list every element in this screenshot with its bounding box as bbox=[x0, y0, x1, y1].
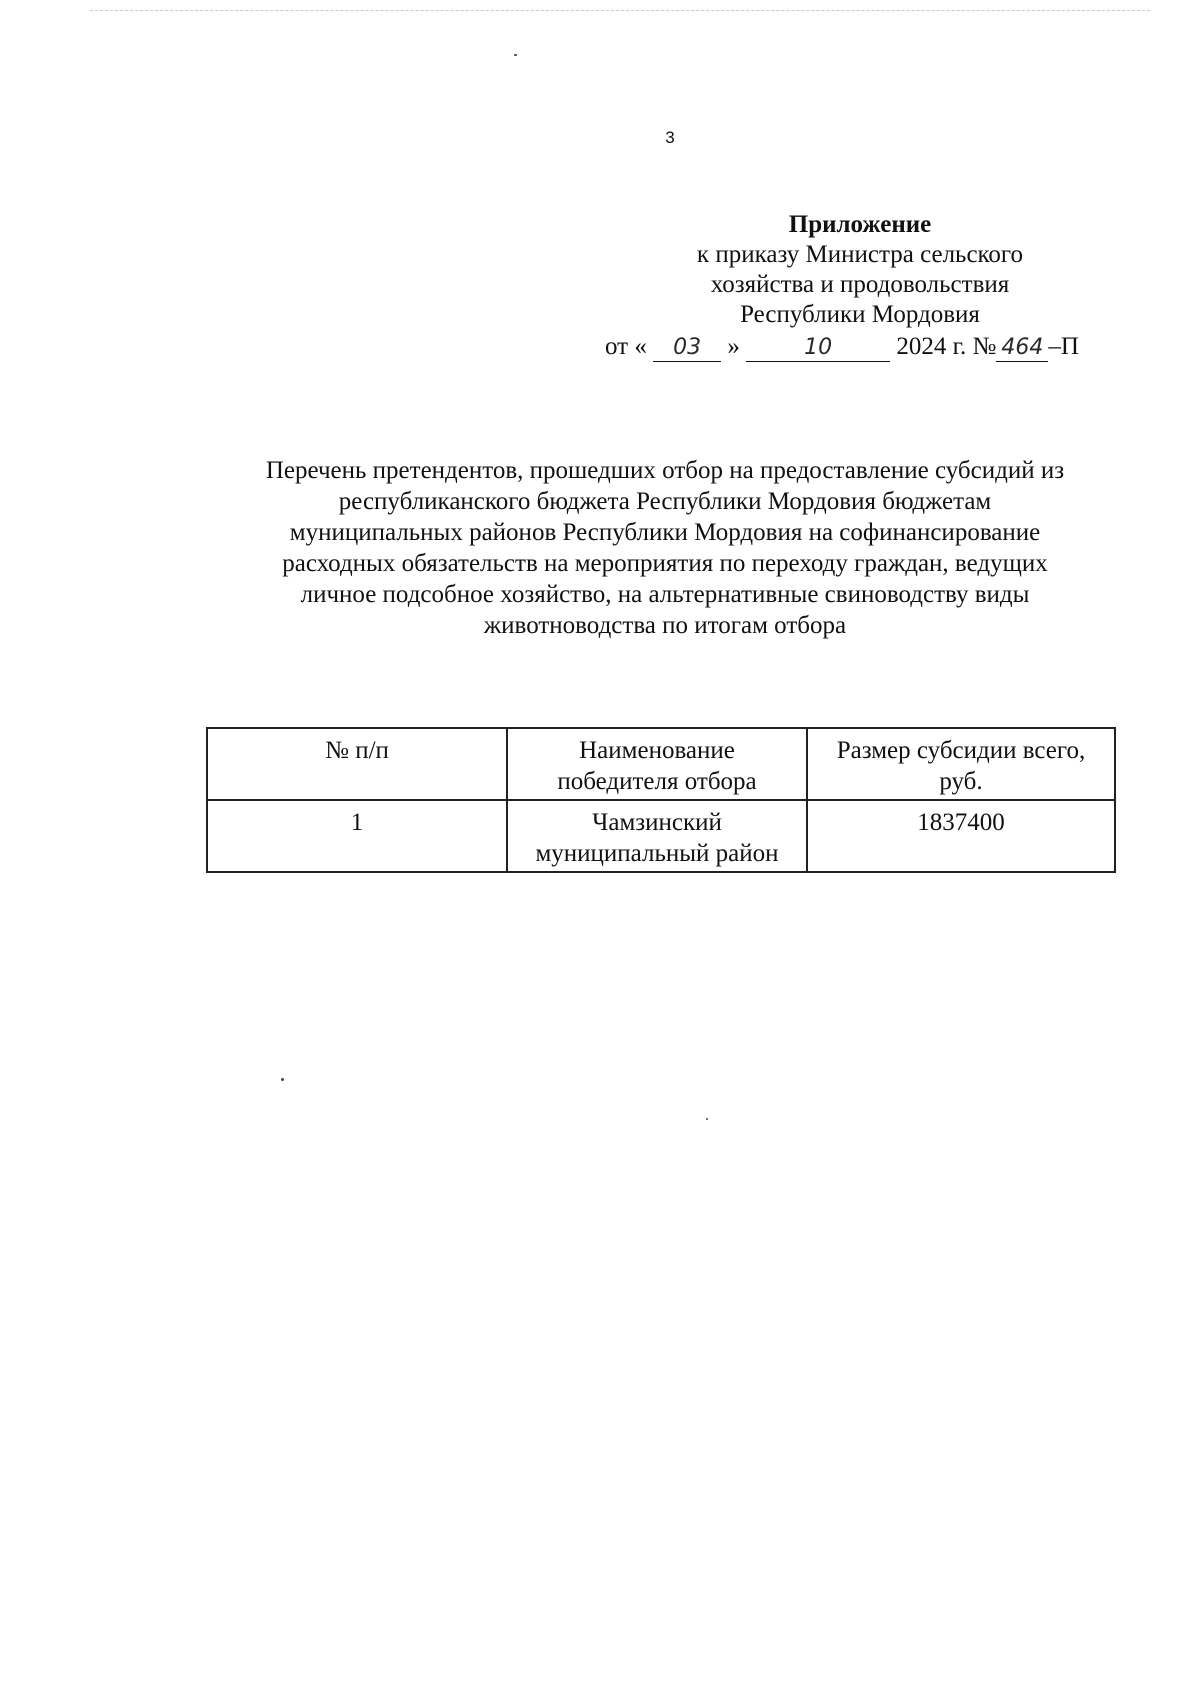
order-year-label: 2024 г. № bbox=[896, 333, 997, 360]
heading-line: республиканского бюджета Республики Мордовия бюджетам bbox=[338, 488, 992, 515]
scan-speck bbox=[281, 1078, 284, 1081]
table-header-row bbox=[207, 728, 1115, 800]
appendix-line: хозяйства и продовольствия bbox=[710, 271, 1010, 298]
scan-edge-line bbox=[90, 10, 1150, 11]
winners-table bbox=[206, 727, 1116, 873]
page-number: 3 bbox=[665, 128, 675, 147]
date-prefix: от « bbox=[605, 333, 647, 360]
appendix-block bbox=[580, 210, 1140, 330]
heading-line: личное подсобное хозяйство, на альтернативные свиноводству виды bbox=[300, 581, 1030, 608]
row-subsidy-amount: 1837400 bbox=[807, 800, 1115, 872]
appendix-line: Республики Мордовия bbox=[740, 301, 980, 328]
order-number-handwritten: 464 bbox=[996, 335, 1048, 362]
row-number: 1 bbox=[207, 800, 507, 872]
header-number bbox=[207, 728, 507, 800]
order-day-handwritten: 03 bbox=[653, 335, 721, 362]
header-number-label: № п/п bbox=[325, 737, 389, 764]
header-subsidy-line: Размер субсидии всего, bbox=[836, 737, 1086, 764]
document-heading bbox=[200, 455, 1130, 641]
heading-line: Перечень претендентов, прошедших отбор на предоставление субсидий из bbox=[265, 457, 1065, 484]
appendix-title: Приложение bbox=[788, 211, 932, 238]
header-winner-name-line: победителя отбора bbox=[557, 768, 757, 795]
winners-table-container bbox=[206, 727, 1116, 873]
header-winner-name bbox=[507, 728, 807, 800]
row-winner-name-line: Чамзинский bbox=[592, 809, 722, 836]
quote-close: » bbox=[727, 333, 740, 360]
row-winner-name bbox=[507, 800, 807, 872]
header-subsidy-amount bbox=[807, 728, 1115, 800]
table-row bbox=[207, 800, 1115, 872]
order-number-suffix: –П bbox=[1048, 333, 1079, 360]
scan-speck bbox=[706, 1118, 708, 1120]
heading-line: муниципальных районов Республики Мордовия на софинансирование bbox=[289, 519, 1041, 546]
header-subsidy-line: руб. bbox=[939, 768, 983, 795]
row-winner-name-line: муниципальный район bbox=[535, 840, 779, 867]
heading-line: животноводства по итогам отбора bbox=[483, 612, 847, 639]
scan-speck bbox=[514, 54, 517, 56]
header-winner-name-line: Наименование bbox=[579, 737, 735, 764]
appendix-line: к приказу Министра сельского bbox=[696, 241, 1024, 268]
heading-line: расходных обязательств на мероприятия по переходу граждан, ведущих bbox=[282, 550, 1048, 577]
order-month-handwritten: 10 bbox=[746, 335, 890, 362]
order-date-line bbox=[605, 332, 1079, 362]
